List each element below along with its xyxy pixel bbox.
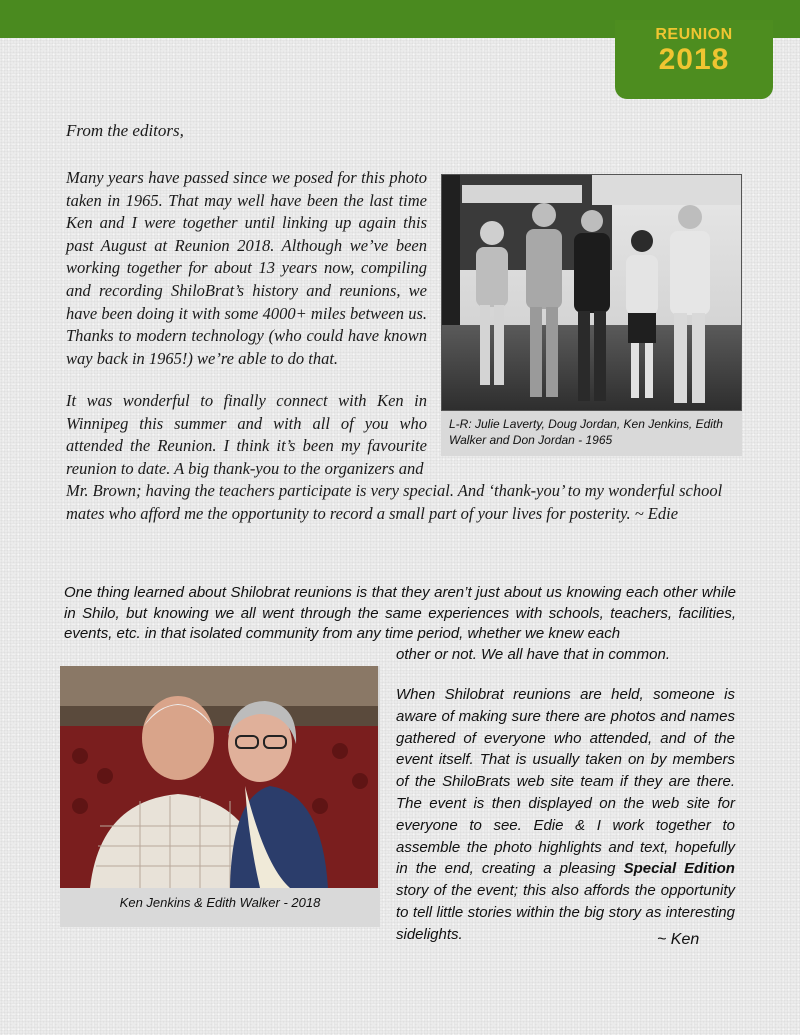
photo-2018-caption: Ken Jenkins & Edith Walker - 2018 — [119, 895, 321, 910]
ken-paragraph-2-text-end: story of the event; this also affords the opportunity to tell little stories within the big story as interesting sidelights. — [396, 882, 735, 943]
ken-paragraph-2-text: When Shilobrat reunions are held, someone is aware of making sure there are photos and names gathered of everyone who attended, and of the event itself. That is usually taken on by members of the ShiloBrats web site team if they are there. The event is then displayed on the web site for everyone to see. Edie & I work together to assemble the photo highlights and text, hopefully in the end, creating a pleasing — [396, 686, 735, 878]
ken-paragraph-1: One thing learned about Shilobrat reunions is that they aren’t just about us knowing each other while in Shilo, but knowing we all went through the same experiences with schools, teachers, facilities, events, etc. in that isolated community from any time period, whether we knew each — [64, 584, 736, 642]
editors-paragraph-1: Many years have passed since we posed for this photo taken in 1965. That may well have been the last time Ken and I were together until linking up again this past August at Reunion 2018. Although we’ve been working together for about 13 years now, compiling and recording ShiloBrat’s history and reunions, we have been doing it with some 4000+ miles between us. Thanks to modern technology (who could have known way back in 1965!) we’re able to do that. — [66, 168, 427, 368]
ken-paragraph-2 — [396, 684, 735, 946]
photo-2018 — [60, 666, 378, 888]
reunion-badge — [615, 20, 773, 99]
badge-year: 2018 — [658, 43, 730, 76]
special-edition-emphasis: Special Edition — [623, 860, 735, 878]
badge-label: REUNION — [655, 26, 733, 43]
photo-1965-frame — [441, 174, 742, 456]
ken-paragraph-1-tail: other or not. We all have that in common. — [396, 646, 671, 663]
photo-2018-frame — [60, 666, 380, 927]
photo-1965-caption: L-R: Julie Laverty, Doug Jordan, Ken Jenkins, Edith Walker and Don Jordan - 1965 — [449, 417, 723, 447]
editors-paragraph-2-end: Mr. Brown; having the teachers participate is very special. And ‘thank-you’ to my wonderful school mates who afford me the opportunity to record a small part of your lives for posterity. ~ Edie — [66, 481, 723, 523]
editors-paragraph-2-start: It was wonderful to finally connect with Ken in Winnipeg this summer and with all of you who attended the Reunion. I think it’s been my favourite reunion to date. A big thank-you to the organizers and — [66, 391, 427, 478]
photo-1965 — [441, 174, 742, 411]
ken-signature: ~ Ken — [657, 931, 700, 948]
editors-greeting: From the editors, — [66, 121, 184, 140]
